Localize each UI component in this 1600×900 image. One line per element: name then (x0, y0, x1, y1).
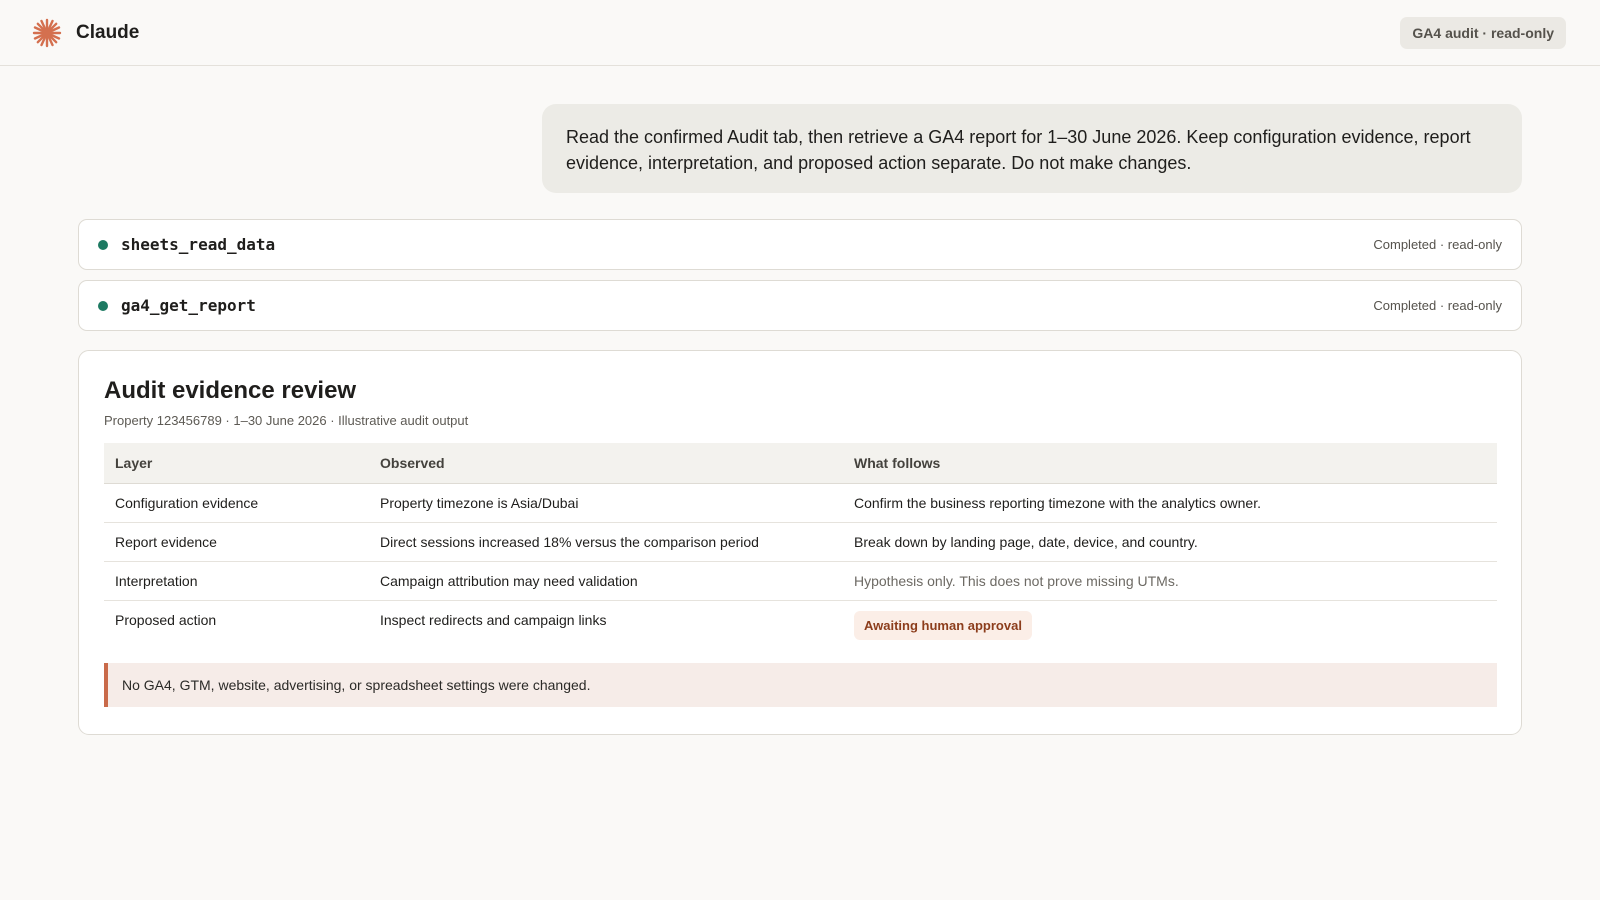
cell-layer: Interpretation (104, 561, 369, 600)
status-dot-icon (98, 301, 108, 311)
table-row (104, 522, 1497, 561)
approval-status-badge: Awaiting human approval (854, 611, 1032, 640)
audit-evidence-card (78, 350, 1522, 735)
cell-what-follows (843, 600, 1497, 644)
table-row (104, 483, 1497, 522)
table-header-row (104, 443, 1497, 483)
claude-starburst-icon (32, 18, 62, 48)
tool-name: ga4_get_report (121, 296, 256, 315)
cell-observed: Inspect redirects and campaign links (380, 611, 607, 628)
app-name: Claude (76, 21, 140, 43)
card-subtitle: Property 123456789 · 1–30 June 2026 · Illustrative audit output (104, 413, 469, 428)
top-bar (0, 0, 1600, 66)
cell-layer: Proposed action (115, 611, 217, 628)
column-header-layer: Layer (104, 443, 369, 483)
cell-observed: Campaign attribution may need validation (369, 561, 843, 600)
no-changes-notice: No GA4, GTM, website, advertising, or spreadsheet settings were changed. (104, 663, 1497, 707)
cell-what-follows: Confirm the business reporting timezone with the analytics owner. (843, 483, 1497, 522)
cell-observed: Property timezone is Asia/Dubai (369, 483, 843, 522)
brand[interactable] (32, 18, 139, 48)
table-row (104, 561, 1497, 600)
tool-call-ga4-get-report[interactable] (78, 280, 1522, 331)
cell-observed: Direct sessions increased 18% versus the comparison period (369, 522, 843, 561)
user-message-bubble: Read the confirmed Audit tab, then retrieve a GA4 report for 1–30 June 2026. Keep configuration evidence, report evidence, interpretation, and proposed action separate. Do not make changes. (542, 104, 1522, 193)
tool-name: sheets_read_data (121, 235, 276, 254)
cell-what-follows: Break down by landing page, date, device, and country. (843, 522, 1497, 561)
table-row (104, 600, 1497, 644)
column-header-observed: Observed (369, 443, 843, 483)
cell-layer: Configuration evidence (104, 483, 369, 522)
card-title: Audit evidence review (104, 377, 357, 404)
mode-badge: GA4 audit · read-only (1400, 17, 1566, 49)
tool-status: Completed · read-only (1373, 298, 1502, 313)
status-dot-icon (98, 240, 108, 250)
cell-what-follows: Hypothesis only. This does not prove missing UTMs. (843, 561, 1497, 600)
cell-layer: Report evidence (104, 522, 369, 561)
tool-status: Completed · read-only (1373, 237, 1502, 252)
evidence-table (104, 443, 1497, 644)
tool-call-sheets-read-data[interactable] (78, 219, 1522, 270)
column-header-what-follows: What follows (843, 443, 1497, 483)
